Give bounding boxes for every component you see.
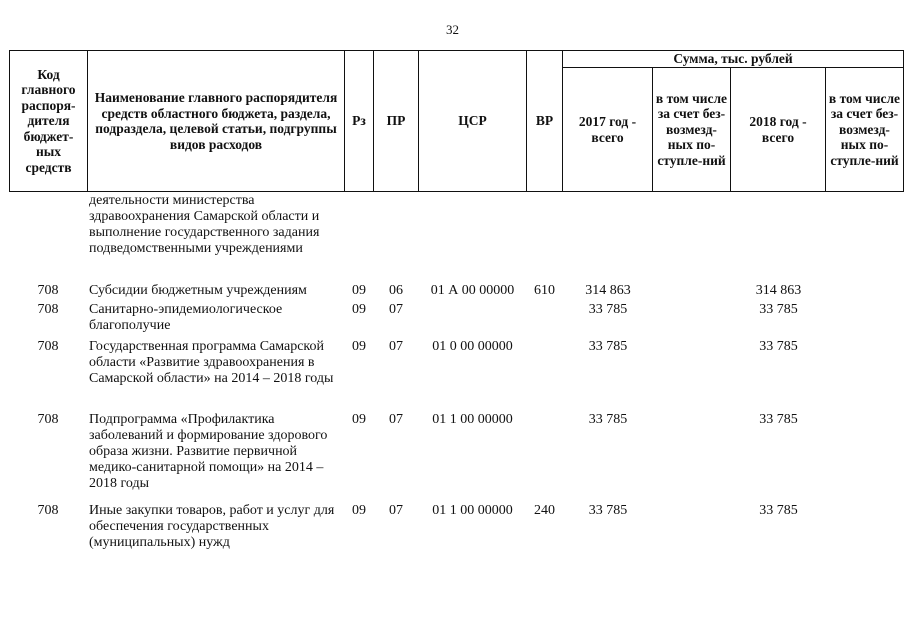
table-row	[9, 412, 903, 503]
row-csr: 01 1 00 00000	[432, 412, 513, 427]
row-name: Иные закупки товаров, работ и услуг для обеспечения государственных (муниципальных) нужд	[89, 503, 335, 550]
row-name: Государственная программа Самарской области «Развитие здравоохранения в Самарской области» на 2014 – 2018 годы	[89, 339, 334, 386]
continuation-text: деятельности министерства здравоохранения Самарской области и выполнение государственного задания подведомственными учреждениями	[89, 193, 320, 256]
row-sum-2018: 314 863	[755, 283, 802, 298]
row-pr: 07	[389, 412, 403, 427]
continuation-row	[9, 193, 903, 283]
header-name: Наименование главного распорядителя средств областного бюджета, раздела, подраздела, целевой статьи, подгруппы видов расходов	[88, 51, 345, 192]
row-pr: 07	[389, 302, 403, 317]
row-pr: 06	[389, 283, 403, 298]
row-rz: 09	[352, 283, 366, 298]
row-code: 708	[37, 503, 59, 518]
table-row	[9, 283, 903, 302]
row-code: 708	[37, 283, 59, 298]
row-code: 708	[37, 339, 59, 354]
row-vr: 610	[534, 283, 555, 298]
table-row	[9, 339, 903, 412]
header-2017-incl: в том числе за счет без-возмезд-ных по-ступле-ний	[653, 68, 731, 192]
header-2018-incl: в том числе за счет без-возмезд-ных по-ступле-ний	[826, 68, 904, 192]
row-rz: 09	[352, 503, 366, 518]
row-name: Санитарно-эпидемиологическое благополучие	[89, 302, 283, 333]
row-code: 708	[37, 412, 59, 427]
header-sum: Сумма, тыс. рублей	[563, 51, 904, 68]
row-sum-2018: 33 785	[759, 503, 798, 518]
row-vr: 240	[534, 503, 555, 518]
page-number: 32	[446, 22, 459, 37]
row-sum-2018: 33 785	[759, 339, 798, 354]
table-header	[9, 50, 904, 192]
row-sum-2017: 314 863	[585, 283, 631, 298]
row-pr: 07	[389, 339, 403, 354]
table-body	[9, 193, 903, 575]
row-rz: 09	[352, 339, 366, 354]
row-csr: 01 0 00 00000	[432, 339, 513, 354]
row-name: Подпрограмма «Профилактика заболеваний и формирование здорового образа жизни. Развитие первичной медико-санитарной помощи» на 2014 – 2018 годы	[89, 412, 328, 491]
row-sum-2017: 33 785	[588, 503, 628, 518]
row-rz: 09	[352, 302, 366, 317]
row-sum-2017: 33 785	[588, 339, 628, 354]
row-csr: 01 1 00 00000	[432, 503, 513, 518]
row-sum-2018: 33 785	[759, 412, 798, 427]
row-name: Субсидии бюджетным учреждениям	[89, 283, 307, 298]
row-csr: 01 А 00 00000	[430, 283, 515, 298]
table-row	[9, 503, 903, 575]
header-vr: ВР	[527, 51, 563, 192]
row-sum-2018: 33 785	[759, 302, 798, 317]
header-rz: Рз	[345, 51, 374, 192]
row-pr: 07	[389, 503, 403, 518]
row-sum-2017: 33 785	[588, 412, 628, 427]
row-sum-2017: 33 785	[588, 302, 628, 317]
header-csr: ЦСР	[419, 51, 527, 192]
row-rz: 09	[352, 412, 366, 427]
table-row	[9, 302, 903, 339]
header-2017-total: 2017 год - всего	[563, 68, 653, 192]
row-code: 708	[37, 302, 59, 317]
header-2018-total: 2018 год - всего	[731, 68, 826, 192]
header-code: Код главного распоря-дителя бюджет-ных средств	[10, 51, 88, 192]
header-pr: ПР	[374, 51, 419, 192]
